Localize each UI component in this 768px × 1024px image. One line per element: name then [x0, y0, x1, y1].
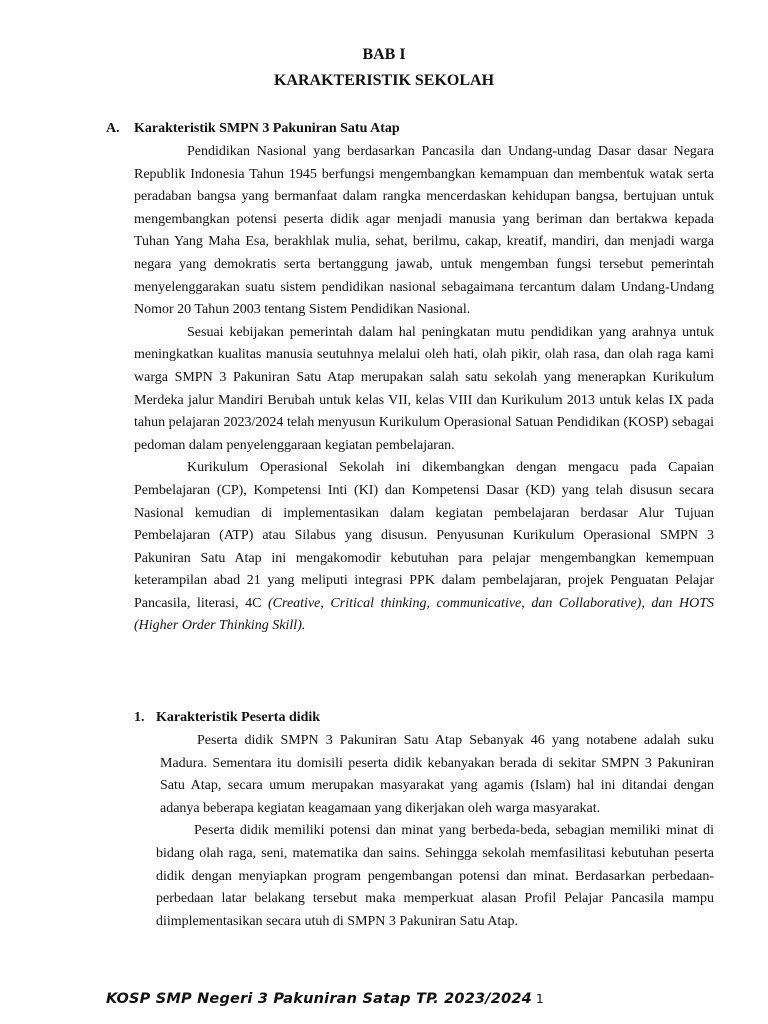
section-a-title: Karakteristik SMPN 3 Pakuniran Satu Atap [134, 121, 400, 136]
page-number: 1 [535, 992, 544, 1006]
subsection-1-heading [134, 710, 320, 726]
subsection-1-paragraph-2: Peserta didik memiliki potensi dan minat yang berbeda-beda, sebagian memiliki minat di bidang olah raga, seni, matematika dan sains. Sehingga sekolah memfasilitasi kebutuhan peserta didik dengan menyiapkan program pengembangan potensi dan minat. Berdasarkan perbedaan-perbedaan latar belakang tersebut maka memperkuat alasan Profil Pelajar Pancasila mampu diimplementasikan secara utuh di SMPN 3 Pakuniran Satu Atap. [156, 823, 714, 929]
chapter-title: KARAKTERISTIK SEKOLAH [273, 72, 495, 89]
section-a-paragraph-3 [134, 457, 714, 638]
footer-text: KOSP SMP Negeri 3 Pakuniran Satap TP. 2023/2024 [106, 991, 532, 1007]
subsection-1-paragraph-1: Peserta didik SMPN 3 Pakuniran Satu Atap Sebanyak 46 yang notabene adalah suku Madura. Sementara itu domisili peserta didik kebanyakan berada di sekitar SMPN 3 Pakuniran Satu Atap, secara umum merupakan masyarakat yang agamis (Islam) hal ini ditandai dengan adanya beberapa kegiatan keagamaan yang dikerjakan oleh warga masyarakat. [160, 733, 714, 816]
section-a-paragraph-1: Pendidikan Nasional yang berdasarkan Pancasila dan Undang-undag Dasar dasar Negara Republik Indonesia Tahun 1945 berfungsi mengembangkan kemampuan dan membentuk watak serta peradaban bangsa yang bermanfaat dalam rangka mencerdaskan kehidupan bangsa, bertujuan untuk mengembangkan potensi peserta didik agar menjadi manusia yang beriman dan bertakwa kepada Tuhan Yang Maha Esa, berakhlak mulia, sehat, berilmu, cakap, kreatif, mandiri, dan menjadi warga negara yang demokratis serta bertanggung jawab, untuk mengemban fungsi tersebut pemerintah menyelenggarakan suatu sistem pendidikan nasional sebagaimana tercantum dalam Undang-Undang Nomor 20 Tahun 2003 tentang Sistem Pendidikan Nasional. [134, 144, 714, 318]
section-a-paragraph-3-italic: (Creative, Critical thinking, communicative, dan Collaborative), dan HOTS (Higher Order Thinking Skill). [134, 595, 714, 634]
subsection-1-body [156, 730, 714, 933]
chapter-number: BAB I [362, 46, 406, 63]
section-a-number: A. [106, 121, 120, 136]
subsection-1-title: Karakteristik Peserta didik [156, 710, 321, 725]
section-a-paragraph-3-text: Kurikulum Operasional Sekolah ini dikembangkan dengan mengacu pada Capaian Pembelajaran (CP), Kompetensi Inti (KI) dan Kompetensi Dasar (KD) yang telah disusun secara Nasional kemudian di implementasikan dalam kegiatan pembelajaran berdasar Alur Tujuan Pembelajaran (ATP) atau Silabus yang disusun. Penyusunan Kurikulum Operasional SMPN 3 Pakuniran Satu Atap ini mengakomodir kebutuhan para pelajar mengembangkan kemempuan keterampilan abad 21 yang meliputi integrasi PPK dalam pembelajaran, projek Penguatan Pelajar Pancasila, literasi, 4C [134, 460, 714, 611]
section-a-body [134, 141, 714, 638]
page-footer [106, 991, 544, 1007]
subsection-1-number: 1. [134, 710, 145, 725]
section-a-heading [106, 121, 400, 137]
section-a-paragraph-2: Sesuai kebijakan pemerintah dalam hal peningkatan mutu pendidikan yang arahnya untuk meningkatkan kualitas manusia seutuhnya melalui oleh hati, olah pikir, olah rasa, dan olah raga kami warga SMPN 3 Pakuniran Satu Atap merupakan salah satu sekolah yang menerapkan Kurikulum Merdeka jalur Mandiri Berubah untuk kelas VII, kelas VIII dan Kurikulum 2013 untuk kelas IX pada tahun pelajaran 2023/2024 telah menyusun Kurikulum Operasional Satuan Pendidikan (KOSP) sebagai pedoman dalam penyelenggaraan kegiatan pembelajaran. [134, 324, 714, 453]
